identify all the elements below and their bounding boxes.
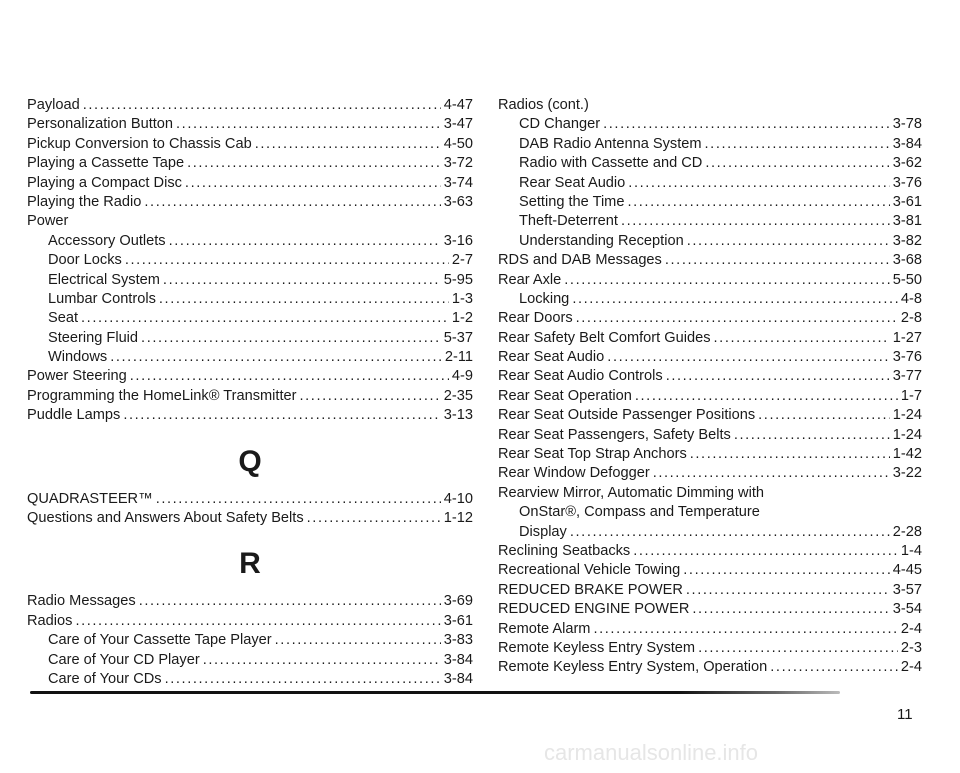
dot-leader bbox=[75, 612, 440, 631]
index-entry: Programming the HomeLink® Transmitter ..... 2-35 bbox=[27, 387, 473, 406]
index-entry: Playing the Radio ..... 3-63 bbox=[27, 193, 473, 212]
index-entry: Remote Keyless Entry System, Operation ..... 2-4 bbox=[498, 658, 922, 677]
index-entry: Rear Safety Belt Comfort Guides ..... 1-27 bbox=[498, 329, 922, 348]
dot-leader bbox=[165, 670, 441, 689]
dot-leader bbox=[593, 620, 897, 639]
dot-leader bbox=[123, 406, 440, 425]
index-entry: Rear Seat Top Strap Anchors ..... 1-42 bbox=[498, 445, 922, 464]
dot-leader bbox=[125, 251, 449, 270]
index-group-p bbox=[27, 96, 473, 426]
dot-leader bbox=[185, 174, 441, 193]
index-entry: Rear Seat Passengers, Safety Belts ..... 1-24 bbox=[498, 426, 922, 445]
index-entry: Payload ..... 4-47 bbox=[27, 96, 473, 115]
dot-leader bbox=[698, 639, 898, 658]
dot-leader bbox=[692, 600, 889, 619]
index-entry: RDS and DAB Messages ..... 3-68 bbox=[498, 251, 922, 270]
dot-leader bbox=[653, 464, 890, 483]
dot-leader bbox=[734, 426, 890, 445]
index-subentry: Windows ..... 2-11 bbox=[27, 348, 473, 367]
index-entry: Personalization Button ..... 3-47 bbox=[27, 115, 473, 134]
index-entry: Radio Messages ..... 3-69 bbox=[27, 592, 473, 611]
dot-leader bbox=[603, 115, 890, 134]
dot-leader bbox=[159, 290, 449, 309]
footer-watermark: carmanualsonline.info bbox=[544, 740, 759, 765]
index-entry: Power Steering ..... 4-9 bbox=[27, 367, 473, 386]
index-group-r bbox=[27, 592, 473, 689]
index-entry-mirror-line3: Display ..... 2-28 bbox=[498, 523, 922, 542]
index-entry: Rear Seat Operation ..... 1-7 bbox=[498, 387, 922, 406]
index-group-q bbox=[27, 490, 473, 529]
index-entry-mirror-line2: OnStar®, Compass and Temperature bbox=[519, 504, 760, 521]
dot-leader bbox=[683, 561, 890, 580]
dot-leader bbox=[705, 154, 889, 173]
index-subentry: Electrical System ..... 5-95 bbox=[27, 271, 473, 290]
dot-leader bbox=[299, 387, 440, 406]
dot-leader bbox=[564, 271, 890, 290]
index-column-left bbox=[27, 96, 473, 689]
dot-leader bbox=[570, 523, 890, 542]
dot-leader bbox=[714, 329, 890, 348]
dot-leader bbox=[628, 174, 889, 193]
index-entry: Rear Seat Audio ..... 3-76 bbox=[498, 348, 922, 367]
index-subentry: Care of Your CD Player ..... 3-84 bbox=[27, 651, 473, 670]
index-subentry: Door Locks ..... 2-7 bbox=[27, 251, 473, 270]
dot-leader bbox=[770, 658, 898, 677]
dot-leader bbox=[144, 193, 440, 212]
dot-leader bbox=[83, 96, 441, 115]
index-entry: Recreational Vehicle Towing ..... 4-45 bbox=[498, 561, 922, 580]
page-number: 11 bbox=[897, 706, 913, 723]
index-entry: Rear Doors ..... 2-8 bbox=[498, 309, 922, 328]
dot-leader bbox=[255, 135, 441, 154]
dot-leader bbox=[203, 651, 441, 670]
footer-rule bbox=[30, 691, 840, 694]
index-entry: Questions and Answers About Safety Belts ..... 1-12 bbox=[27, 509, 473, 528]
index-entry: Rear Axle ..... 5-50 bbox=[498, 271, 922, 290]
dot-leader bbox=[627, 193, 889, 212]
dot-leader bbox=[635, 387, 898, 406]
index-subentry: Locking ..... 4-8 bbox=[498, 290, 922, 309]
index-subentry: CD Changer ..... 3-78 bbox=[498, 115, 922, 134]
index-subentry: Steering Fluid ..... 5-37 bbox=[27, 329, 473, 348]
section-letter-r: R bbox=[239, 547, 261, 581]
index-entry: Remote Keyless Entry System ..... 2-3 bbox=[498, 639, 922, 658]
index-subentry: Understanding Reception ..... 3-82 bbox=[498, 232, 922, 251]
dot-leader bbox=[110, 348, 442, 367]
dot-leader bbox=[130, 367, 449, 386]
dot-leader bbox=[665, 251, 890, 270]
index-entry: Reclining Seatbacks ..... 1-4 bbox=[498, 542, 922, 561]
dot-leader bbox=[169, 232, 441, 251]
index-entry: Pickup Conversion to Chassis Cab ..... 4-50 bbox=[27, 135, 473, 154]
index-column-right bbox=[498, 96, 922, 678]
dot-leader bbox=[139, 592, 441, 611]
dot-leader bbox=[705, 135, 890, 154]
index-subentry: Seat ..... 1-2 bbox=[27, 309, 473, 328]
dot-leader bbox=[572, 290, 898, 309]
dot-leader bbox=[163, 271, 441, 290]
index-subentry: Care of Your Cassette Tape Player ..... 3-83 bbox=[27, 631, 473, 650]
dot-leader bbox=[576, 309, 898, 328]
index-entry: Rear Window Defogger ..... 3-22 bbox=[498, 464, 922, 483]
index-subentry: Radio with Cassette and CD ..... 3-62 bbox=[498, 154, 922, 173]
index-subentry: Rear Seat Audio ..... 3-76 bbox=[498, 174, 922, 193]
index-entry: Puddle Lamps ..... 3-13 bbox=[27, 406, 473, 425]
dot-leader bbox=[633, 542, 898, 561]
dot-leader bbox=[187, 154, 441, 173]
index-subentry: Care of Your CDs ..... 3-84 bbox=[27, 670, 473, 689]
dot-leader bbox=[686, 581, 890, 600]
index-entry: Rear Seat Outside Passenger Positions ..... 1-24 bbox=[498, 406, 922, 425]
index-entry: Remote Alarm ..... 2-4 bbox=[498, 620, 922, 639]
index-entry: REDUCED ENGINE POWER ..... 3-54 bbox=[498, 600, 922, 619]
index-subentry: Setting the Time ..... 3-61 bbox=[498, 193, 922, 212]
dot-leader bbox=[307, 509, 441, 528]
dot-leader bbox=[621, 212, 890, 231]
index-entry: Rear Seat Audio Controls ..... 3-77 bbox=[498, 367, 922, 386]
index-entry: QUADRASTEER™ ..... 4-10 bbox=[27, 490, 473, 509]
dot-leader bbox=[176, 115, 441, 134]
index-entry: Radios ..... 3-61 bbox=[27, 612, 473, 631]
index-entry: Playing a Compact Disc ..... 3-74 bbox=[27, 174, 473, 193]
section-letter-q: Q bbox=[238, 444, 262, 478]
dot-leader bbox=[607, 348, 889, 367]
index-entry: Playing a Cassette Tape ..... 3-72 bbox=[27, 154, 473, 173]
dot-leader bbox=[758, 406, 890, 425]
dot-leader bbox=[666, 367, 890, 386]
index-subentry: DAB Radio Antenna System ..... 3-84 bbox=[498, 135, 922, 154]
index-entry-mirror-line1: Rearview Mirror, Automatic Dimming with bbox=[498, 484, 764, 501]
index-subentry: Accessory Outlets ..... 3-16 bbox=[27, 232, 473, 251]
dot-leader bbox=[687, 232, 890, 251]
index-subentry: Theft-Deterrent ..... 3-81 bbox=[498, 212, 922, 231]
index-heading-power: Power bbox=[27, 213, 69, 230]
index-heading-radios-cont: Radios (cont.) bbox=[498, 97, 589, 113]
dot-leader bbox=[275, 631, 441, 650]
dot-leader bbox=[156, 490, 441, 509]
index-subentry: Lumbar Controls ..... 1-3 bbox=[27, 290, 473, 309]
dot-leader bbox=[141, 329, 441, 348]
dot-leader bbox=[690, 445, 890, 464]
index-entry: REDUCED BRAKE POWER ..... 3-57 bbox=[498, 581, 922, 600]
dot-leader bbox=[81, 309, 449, 328]
